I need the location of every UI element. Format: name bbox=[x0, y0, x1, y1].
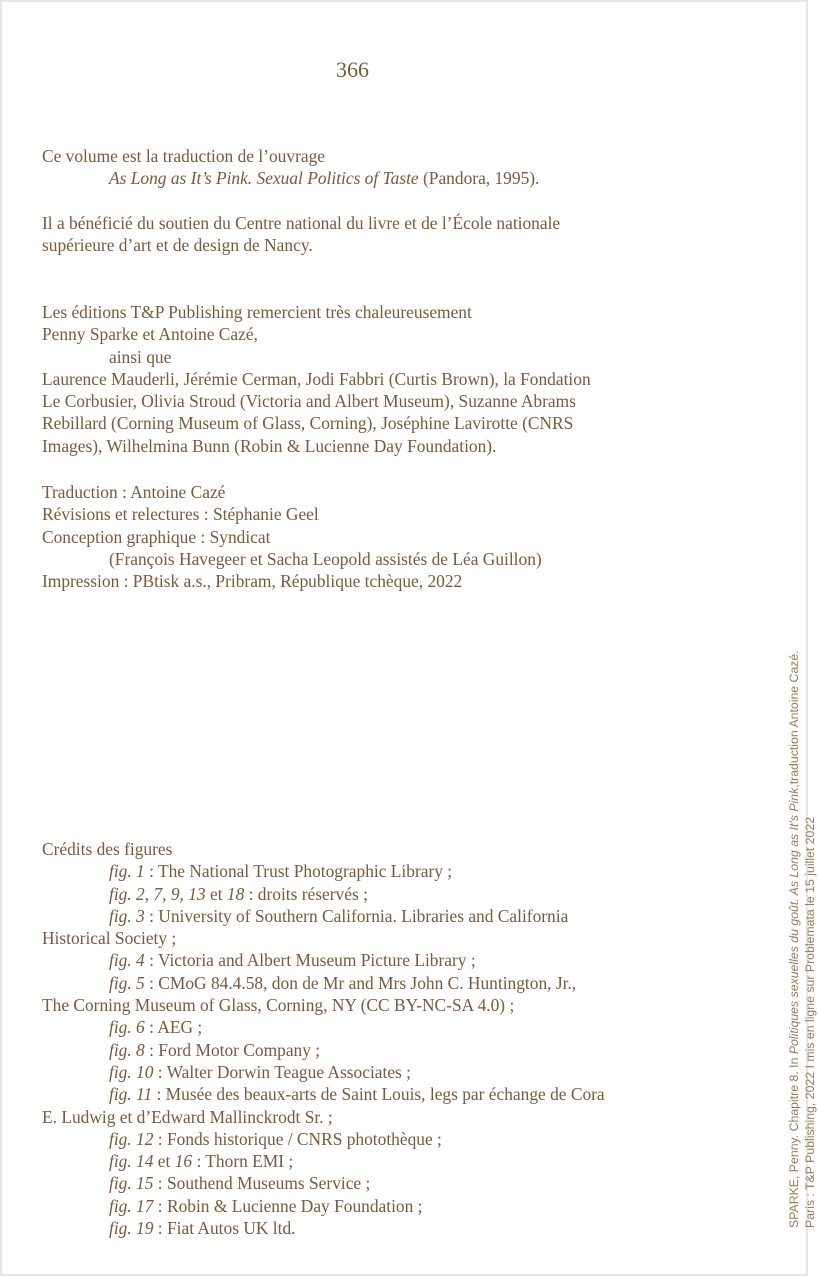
credit-item: fig. 11 : Musée des beaux-arts de Saint Louis, legs par échange de Cora bbox=[109, 1084, 605, 1105]
printing-credit: Impression : PBtisk a.s., Pribram, République tchèque, 2022 bbox=[42, 571, 463, 592]
thanks-line: Les éditions T&P Publishing remercient très chaleureusement bbox=[42, 302, 472, 322]
revisions-credit: Révisions et relectures : Stéphanie Geel bbox=[42, 504, 319, 525]
figure-credits bbox=[42, 838, 605, 1239]
support-block bbox=[42, 212, 560, 257]
intro-line: Ce volume est la traduction de l’ouvrage bbox=[42, 146, 325, 166]
translation-credit: Traduction : Antoine Cazé bbox=[42, 482, 226, 502]
support-line: Il a bénéficié du soutien du Centre national du livre et de l’École nationale bbox=[42, 213, 561, 233]
credit-item: fig. 5 : CMoG 84.4.58, don de Mr and Mrs John C. Huntington, Jr., bbox=[109, 972, 577, 993]
intro-block bbox=[42, 145, 539, 190]
design-credit-detail: (François Havegeer et Sacha Leopold assistés de Léa Guillon) bbox=[109, 548, 542, 569]
credit-item: fig. 15 : Southend Museums Service ; bbox=[109, 1173, 371, 1194]
credit-item: fig. 4 : Victoria and Albert Museum Picture Library ; bbox=[109, 950, 476, 971]
thanks-line: Images), Wilhelmina Bunn (Robin & Lucienne Day Foundation). bbox=[42, 435, 497, 456]
intro-source-line bbox=[42, 167, 539, 189]
colophon-block bbox=[42, 481, 542, 592]
thanks-line: Le Corbusier, Olivia Stroud (Victoria and Albert Museum), Suzanne Abrams bbox=[42, 391, 576, 412]
credit-item: fig. 12 : Fonds historique / CNRS photothèque ; bbox=[109, 1128, 442, 1149]
credits-heading: Crédits des figures bbox=[42, 839, 173, 859]
credit-item: fig. 3 : University of Southern California. Libraries and California bbox=[109, 905, 569, 926]
thanks-line: Laurence Mauderli, Jérémie Cerman, Jodi Fabbri (Curtis Brown), la Fondation bbox=[42, 368, 591, 389]
citation-title: Politiques sexuelles du goût. As Long as It's Pink bbox=[787, 787, 801, 1055]
source-title: As Long as It’s Pink. Sexual Politics of Taste bbox=[109, 168, 419, 189]
credit-item-continuation: The Corning Museum of Glass, Corning, NY (CC BY-NC-SA 4.0) ; bbox=[42, 995, 515, 1016]
acknowledgements-block bbox=[42, 301, 591, 457]
citation-line: SPARKE, Penny. Chapitre 8. In Politiques sexuelles du goût. As Long as It's Pink,traduction Antoine Cazé. bbox=[787, 650, 801, 1228]
credit-item: fig. 10 : Walter Dorwin Teague Associates ; bbox=[109, 1061, 411, 1082]
credit-item: fig. 1 : The National Trust Photographic Library ; bbox=[109, 861, 453, 882]
credit-item-continuation: E. Ludwig et d’Edward Mallinckrodt Sr. ; bbox=[42, 1106, 333, 1127]
credit-item: fig. 2, 7, 9, 13 et 18 : droits réservés ; bbox=[109, 883, 368, 904]
page-number: 366 bbox=[336, 57, 369, 82]
credit-item: fig. 19 : Fiat Autos UK ltd. bbox=[109, 1218, 296, 1239]
support-line: supérieure d’art et de design de Nancy. bbox=[42, 235, 313, 256]
thanks-line: ainsi que bbox=[109, 346, 172, 367]
citation-sidebar bbox=[786, 650, 818, 1228]
design-credit: Conception graphique : Syndicat bbox=[42, 526, 271, 547]
credit-item: fig. 8 : Ford Motor Company ; bbox=[109, 1039, 321, 1060]
source-publication: (Pandora, 1995). bbox=[418, 168, 540, 189]
credit-item-continuation: Historical Society ; bbox=[42, 928, 177, 949]
citation-line: Paris : T&P Publishing, 2022 I mis en ligne sur Problemata le 15 juillet 2022 bbox=[803, 816, 817, 1228]
credit-item: fig. 6 : AEG ; bbox=[109, 1017, 203, 1038]
thanks-line: Rebillard (Corning Museum of Glass, Corning), Joséphine Lavirotte (CNRS bbox=[42, 413, 574, 434]
credit-item: fig. 14 et 16 : Thorn EMI ; bbox=[109, 1151, 294, 1172]
credit-item: fig. 17 : Robin & Lucienne Day Foundation ; bbox=[109, 1195, 423, 1216]
thanks-line: Penny Sparke et Antoine Cazé, bbox=[42, 324, 258, 345]
